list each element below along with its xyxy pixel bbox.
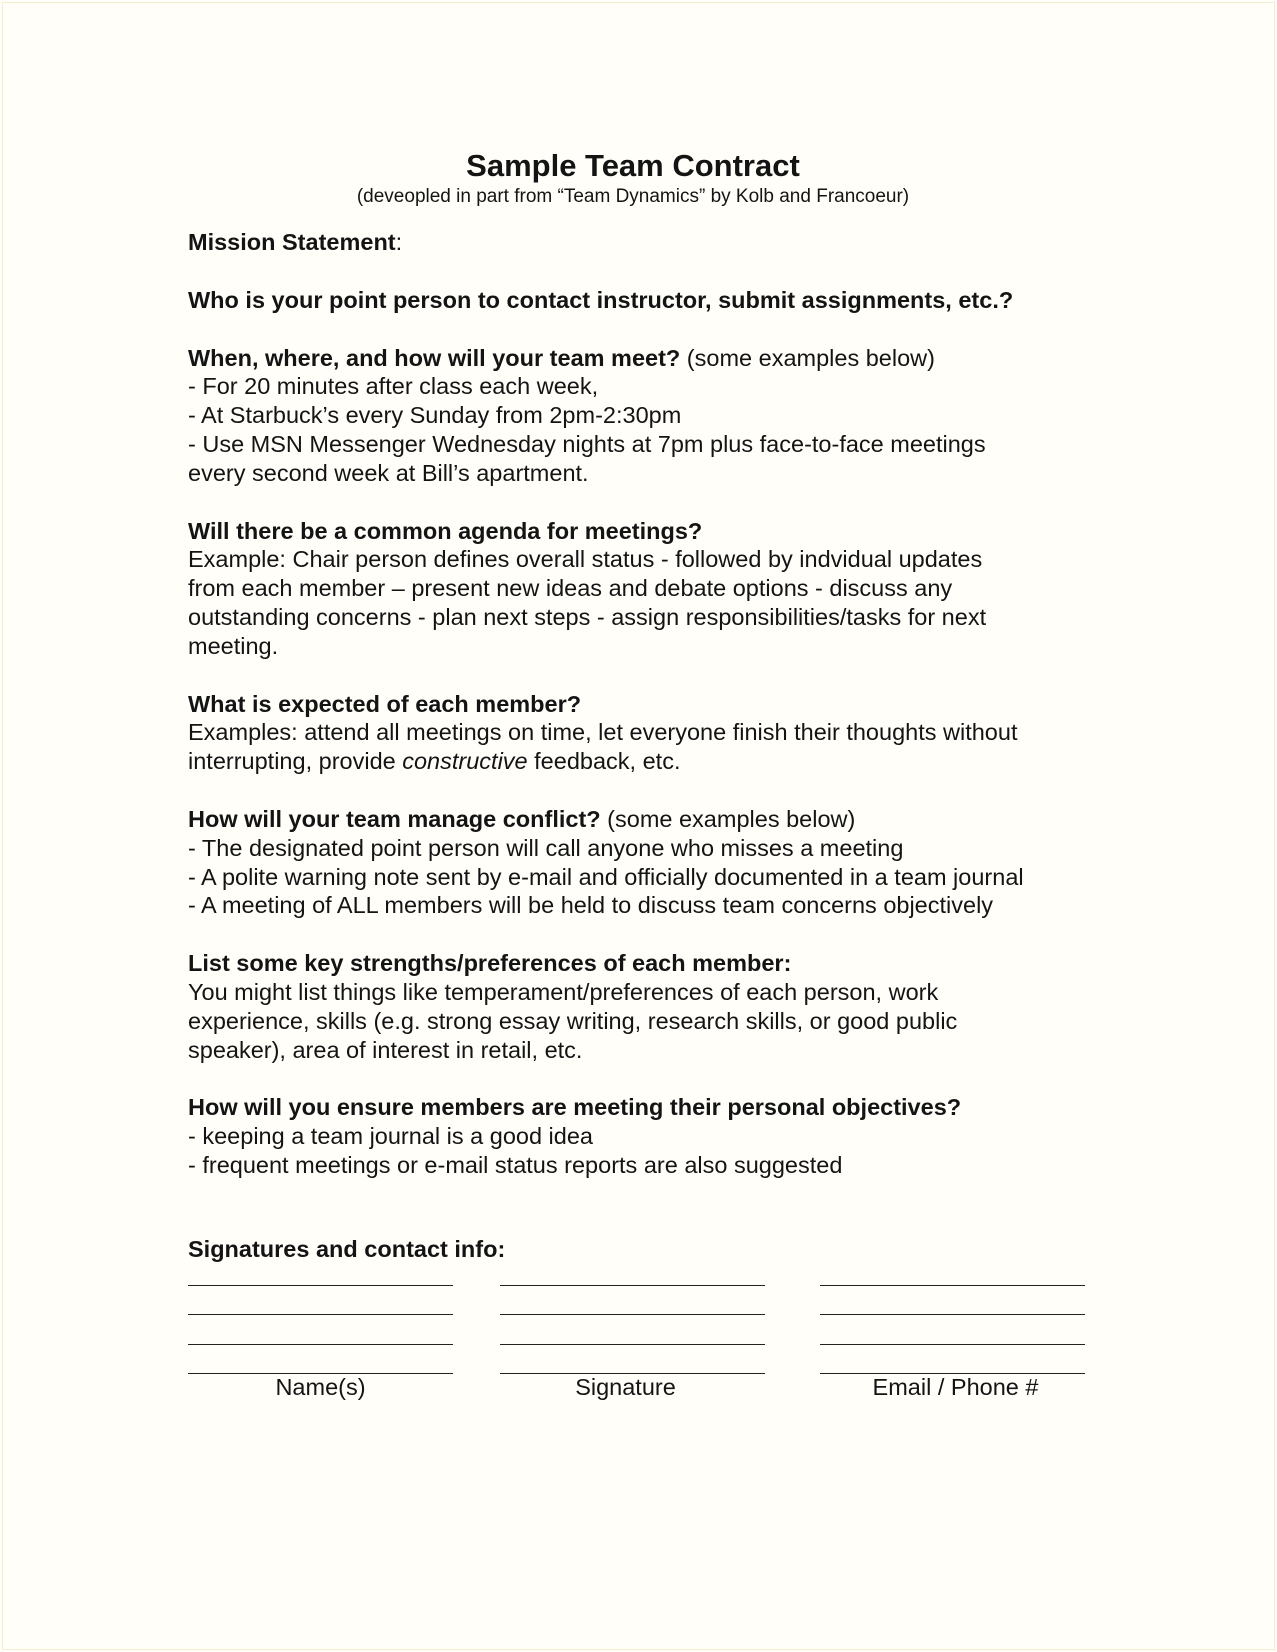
contact-column <box>820 1266 1085 1375</box>
agenda-text: from each member – present new ideas and debate options - discuss any <box>188 575 953 602</box>
strengths-text: You might list things like temperament/preferences of each person, work <box>188 978 939 1005</box>
meeting-example: - Use MSN Messenger Wednesday nights at 7pm plus face-to-face meetings <box>188 430 986 457</box>
conflict-question-line <box>188 805 1088 834</box>
agenda-text: outstanding concerns - plan next steps - assign responsibilities/tasks for next <box>188 603 987 630</box>
signature-label: Signature <box>575 1373 676 1400</box>
conflict-question: How will your team manage conflict? <box>188 805 601 832</box>
expectations-question: What is expected of each member? <box>188 690 582 717</box>
meeting-note: (some examples below) <box>680 344 935 371</box>
objectives-question: How will you ensure members are meeting their personal objectives? <box>188 1094 962 1121</box>
conflict-section <box>188 805 1088 920</box>
signature-lines <box>188 1266 1088 1361</box>
meeting-question-line <box>188 344 1088 373</box>
objectives-text: - frequent meetings or e-mail status reports are also suggested <box>188 1151 843 1178</box>
conflict-example: - A meeting of ALL members will be held to discuss team concerns objectively <box>188 892 994 919</box>
agenda-section <box>188 517 1088 661</box>
strengths-section <box>188 949 1088 1064</box>
expectations-text-line2 <box>188 747 1088 776</box>
name-blank-line[interactable] <box>188 1313 453 1315</box>
expectations-emphasis: constructive <box>402 748 528 775</box>
conflict-note: (some examples below) <box>600 805 856 832</box>
mission-colon: : <box>395 229 403 255</box>
expectations-text-part: interrupting, provide <box>188 748 403 775</box>
strengths-text: experience, skills (e.g. strong essay writing, research skills, or good public <box>188 1007 958 1034</box>
signature-labels <box>188 1373 1088 1413</box>
meeting-section <box>188 344 1088 488</box>
expectations-text-part: feedback, etc. <box>527 748 681 775</box>
contact-blank-line[interactable] <box>820 1313 1085 1315</box>
meeting-example: - At Starbuck’s every Sunday from 2pm-2:30pm <box>188 402 682 429</box>
contact-blank-line[interactable] <box>820 1343 1085 1345</box>
meeting-question: When, where, and how will your team meet? <box>188 344 681 371</box>
names-column <box>188 1266 453 1375</box>
name-blank-line[interactable] <box>188 1284 453 1286</box>
signature-blank-line[interactable] <box>500 1343 765 1345</box>
document-title: Sample Team Contract <box>466 148 800 183</box>
meeting-example: - For 20 minutes after class each week, <box>188 373 599 400</box>
objectives-text: - keeping a team journal is a good idea <box>188 1123 593 1150</box>
signature-blank-line[interactable] <box>500 1284 765 1286</box>
signatures-heading: Signatures and contact info: <box>188 1235 506 1262</box>
document-body <box>188 148 1088 1413</box>
agenda-text: Example: Chair person defines overall status - followed by indvidual updates <box>188 546 983 573</box>
conflict-example: - The designated point person will call anyone who misses a meeting <box>188 834 904 861</box>
expectations-section <box>188 690 1088 776</box>
name-blank-line[interactable] <box>188 1343 453 1345</box>
signature-column <box>500 1266 765 1375</box>
strengths-question: List some key strengths/preferences of each member: <box>188 950 792 977</box>
signature-blank-line[interactable] <box>500 1313 765 1315</box>
contact-label: Email / Phone # <box>872 1373 1039 1400</box>
point-person-section <box>188 286 1088 315</box>
mission-label: Mission Statement <box>188 229 396 255</box>
meeting-example: every second week at Bill’s apartment. <box>188 459 589 486</box>
expectations-text: Examples: attend all meetings on time, let everyone finish their thoughts without <box>188 719 1018 746</box>
agenda-question: Will there be a common agenda for meetings? <box>188 517 703 544</box>
point-person-question: Who is your point person to contact instructor, submit assignments, etc.? <box>188 286 1014 313</box>
objectives-section <box>188 1093 1088 1179</box>
agenda-text: meeting. <box>188 632 279 659</box>
document-subtitle: (deveopled in part from “Team Dynamics” by Kolb and Francoeur) <box>356 186 910 207</box>
names-label: Name(s) <box>275 1373 366 1400</box>
strengths-text: speaker), area of interest in retail, etc. <box>188 1036 583 1063</box>
contact-blank-line[interactable] <box>820 1284 1085 1286</box>
mission-section <box>188 228 1088 257</box>
conflict-example: - A polite warning note sent by e-mail and officially documented in a team journal <box>188 863 1024 890</box>
